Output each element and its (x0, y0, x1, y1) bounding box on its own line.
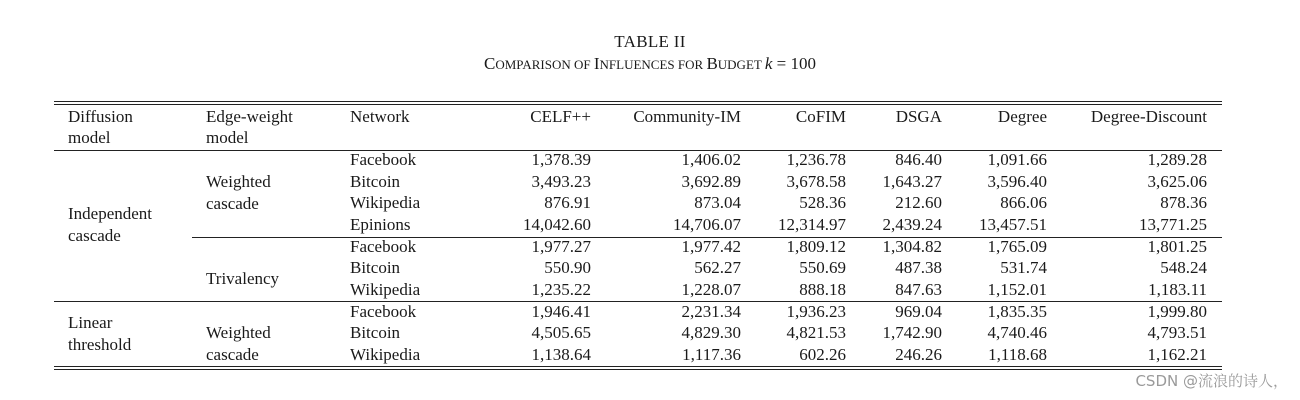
value-cell: 487.38 (895, 258, 942, 277)
value-cell: 1,138.64 (531, 345, 591, 364)
value-cell: 1,946.41 (531, 302, 591, 321)
network-cell: Bitcoin (350, 172, 401, 191)
network-cell: Bitcoin (350, 258, 401, 277)
group-independent-cascade: Independent cascade (68, 204, 153, 245)
header-celf: CELF++ (530, 107, 591, 126)
value-cell: 1,183.11 (1148, 280, 1207, 299)
network-cell: Wikipedia (350, 280, 421, 299)
network-cell: Bitcoin (350, 323, 401, 342)
bottom-rule-outer (54, 369, 1222, 370)
value-cell: 1,406.02 (681, 150, 741, 169)
value-cell: 1,117.36 (682, 345, 741, 364)
value-cell: 4,505.65 (531, 323, 591, 342)
value-cell: 602.26 (799, 345, 846, 364)
value-cell: 1,643.27 (882, 172, 942, 191)
value-cell: 888.18 (799, 280, 846, 299)
value-cell: 246.26 (895, 345, 942, 364)
header-dsga: DSGA (895, 107, 942, 126)
bottom-rule-inner (54, 366, 1222, 367)
value-cell: 2,231.34 (681, 302, 741, 321)
network-cell: Facebook (350, 302, 417, 321)
value-cell: 1,235.22 (531, 280, 591, 299)
value-cell: 866.06 (1000, 193, 1047, 212)
value-cell: 846.40 (895, 150, 942, 169)
value-cell: 550.90 (544, 258, 591, 277)
value-cell: 2,439.24 (882, 215, 942, 234)
table-title: TABLE II (614, 32, 686, 51)
value-cell: 876.91 (544, 193, 591, 212)
value-cell: 1,765.09 (987, 237, 1047, 256)
value-cell: 1,228.07 (681, 280, 741, 299)
value-cell: 3,625.06 (1147, 172, 1207, 191)
network-cell: Facebook (350, 237, 417, 256)
value-cell: 1,378.39 (531, 150, 591, 169)
network-cell: Epinions (350, 215, 411, 234)
header-network: Network (350, 107, 410, 126)
header-community-im: Community-IM (633, 107, 741, 126)
value-cell: 562.27 (694, 258, 741, 277)
value-cell: 3,596.40 (987, 172, 1047, 191)
subtitle-text: COMPARISON OF INFLUENCES FOR BUDGET (484, 54, 765, 73)
subgroup-weighted-cascade-lt: Weighted cascade (206, 323, 271, 364)
value-cell: 4,821.53 (786, 323, 846, 342)
value-cell: 1,118.68 (988, 345, 1047, 364)
value-cell: 1,835.35 (987, 302, 1047, 321)
value-cell: 4,793.51 (1147, 323, 1207, 342)
network-cell: Facebook (350, 150, 417, 169)
header-cofim: CoFIM (795, 107, 846, 126)
value-cell: 1,936.23 (786, 302, 846, 321)
value-cell: 1,152.01 (987, 280, 1047, 299)
top-rule-inner (54, 104, 1222, 105)
value-cell: 12,314.97 (778, 215, 846, 234)
network-cell: Wikipedia (350, 345, 421, 364)
value-cell: 4,829.30 (681, 323, 741, 342)
header-edge-weight-model: Edge-weight model (206, 107, 293, 147)
value-cell: 1,304.82 (882, 237, 942, 256)
value-cell: 4,740.46 (987, 323, 1047, 342)
value-cell: 14,706.07 (673, 215, 741, 234)
value-cell: 3,678.58 (786, 172, 846, 191)
header-diffusion-model: Diffusion model (68, 107, 133, 147)
subgroup-weighted-cascade-ic: Weighted cascade (206, 172, 271, 213)
value-cell: 548.24 (1160, 258, 1207, 277)
value-cell: 1,091.66 (987, 150, 1047, 169)
value-cell: 1,801.25 (1147, 237, 1207, 256)
value-cell: 550.69 (799, 258, 846, 277)
value-cell: 873.04 (694, 193, 741, 212)
value-cell: 1,999.80 (1147, 302, 1207, 321)
value-cell: 14,042.60 (523, 215, 591, 234)
value-cell: 969.04 (895, 302, 942, 321)
value-cell: 3,692.89 (681, 172, 741, 191)
value-cell: 1,809.12 (786, 237, 846, 256)
value-cell: 1,162.21 (1147, 345, 1207, 364)
budget-variable: k (764, 54, 773, 73)
table-subtitle (0, 54, 1300, 74)
top-rule-outer (54, 101, 1222, 102)
value-cell: 528.36 (799, 193, 846, 212)
value-cell: 13,457.51 (979, 215, 1047, 234)
value-cell: 212.60 (895, 193, 942, 212)
value-cell: 3,493.23 (531, 172, 591, 191)
header-degree: Degree (997, 107, 1047, 126)
value-cell: 531.74 (1000, 258, 1047, 277)
budget-value: = 100 (772, 54, 816, 73)
subgroup-trivalency: Trivalency (206, 269, 280, 288)
value-cell: 1,977.42 (681, 237, 741, 256)
header-degree-discount: Degree-Discount (1090, 107, 1207, 126)
value-cell: 1,977.27 (531, 237, 591, 256)
network-cell: Wikipedia (350, 193, 421, 212)
watermark: CSDN @流浪的诗人， (1135, 372, 1288, 390)
value-cell: 1,289.28 (1147, 150, 1207, 169)
value-cell: 847.63 (895, 280, 942, 299)
value-cell: 1,742.90 (882, 323, 942, 342)
value-cell: 13,771.25 (1139, 215, 1207, 234)
value-cell: 1,236.78 (786, 150, 846, 169)
value-cell: 878.36 (1160, 193, 1207, 212)
group-linear-threshold: Linear threshold (68, 313, 132, 354)
